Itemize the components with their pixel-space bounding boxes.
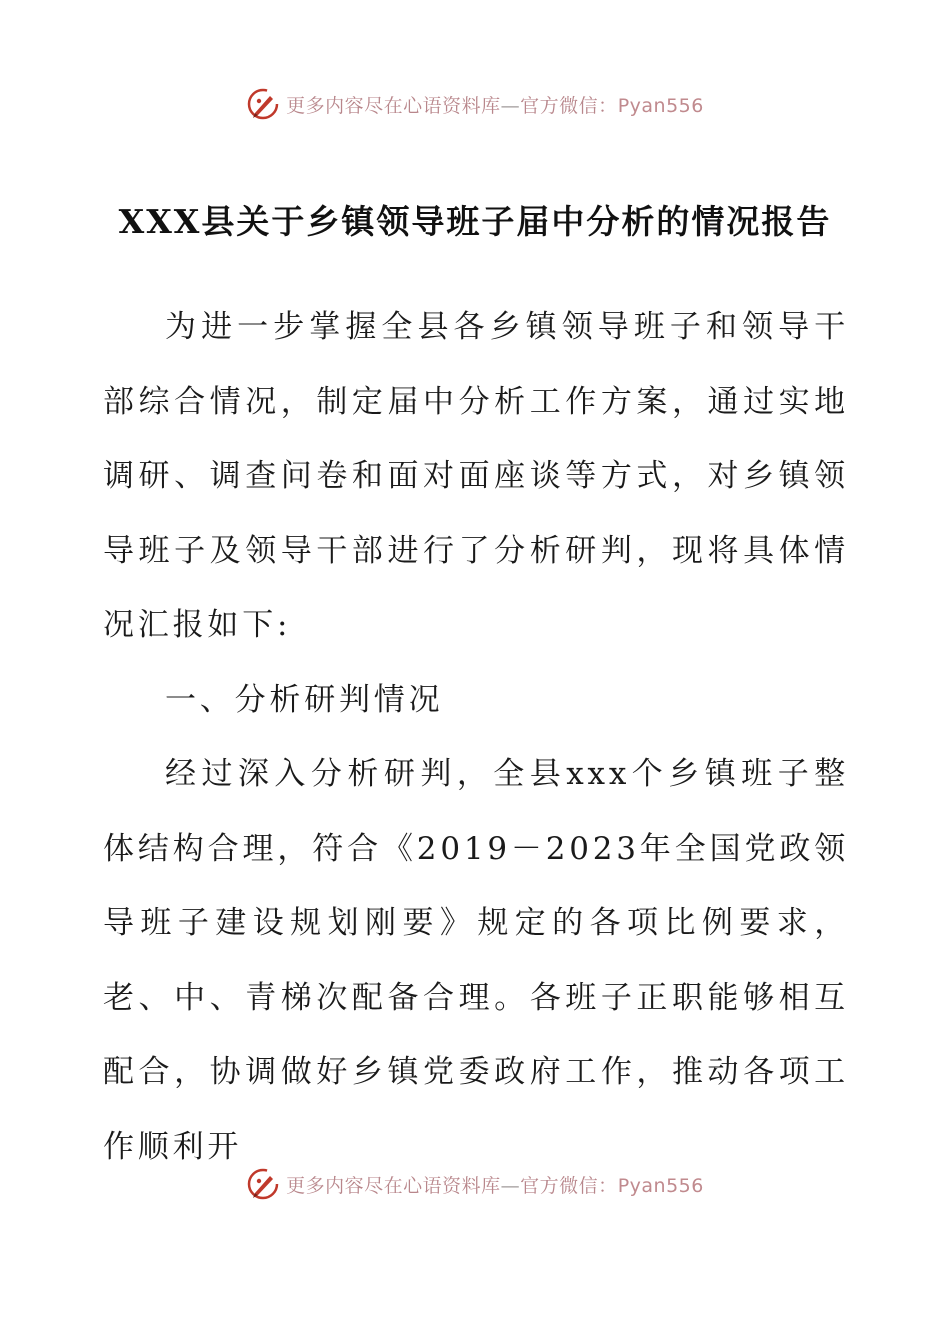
watermark-separator: — [500,1174,521,1197]
watermark-contact-label: 官方微信： [520,94,618,117]
footer-watermark [0,1162,950,1206]
document-title: XXX县关于乡镇领导班子届中分析的情况报告 [118,202,832,241]
pen-circle-logo-icon [246,87,280,121]
watermark-brand: 更多内容尽在心语资料库 [286,1174,501,1197]
paragraph-analysis: 经过深入分析研判，全县xxx个乡镇班子整体结构合理，符合《2019－2023年全国党政领导班子建设规划刚要》规定的各项比例要求，老、中、青梯次配备合理。各班子正职能够相互配合，协调做好乡镇党委政府工作，推动各项工作顺利开 [103,756,849,1165]
watermark-separator: — [500,94,521,117]
section-heading: 一、分析研判情况 [165,681,444,718]
watermark-brand: 更多内容尽在心语资料库 [286,94,501,117]
pen-circle-logo-icon [246,1167,280,1201]
header-watermark [0,82,950,126]
document-body [103,290,849,1184]
watermark-contact-id: Pyan556 [617,1174,704,1197]
watermark-contact-label: 官方微信： [520,1174,618,1197]
paragraph-intro: 为进一步掌握全县各乡镇领导班子和领导干部综合情况，制定届中分析工作方案，通过实地调研、调查问卷和面对面座谈等方式，对乡镇领导班子及领导干部进行了分析研判，现将具体情况汇报如下: [103,309,849,643]
watermark-contact-id: Pyan556 [617,94,704,117]
watermark-text [286,91,704,118]
watermark-text [286,1171,704,1198]
